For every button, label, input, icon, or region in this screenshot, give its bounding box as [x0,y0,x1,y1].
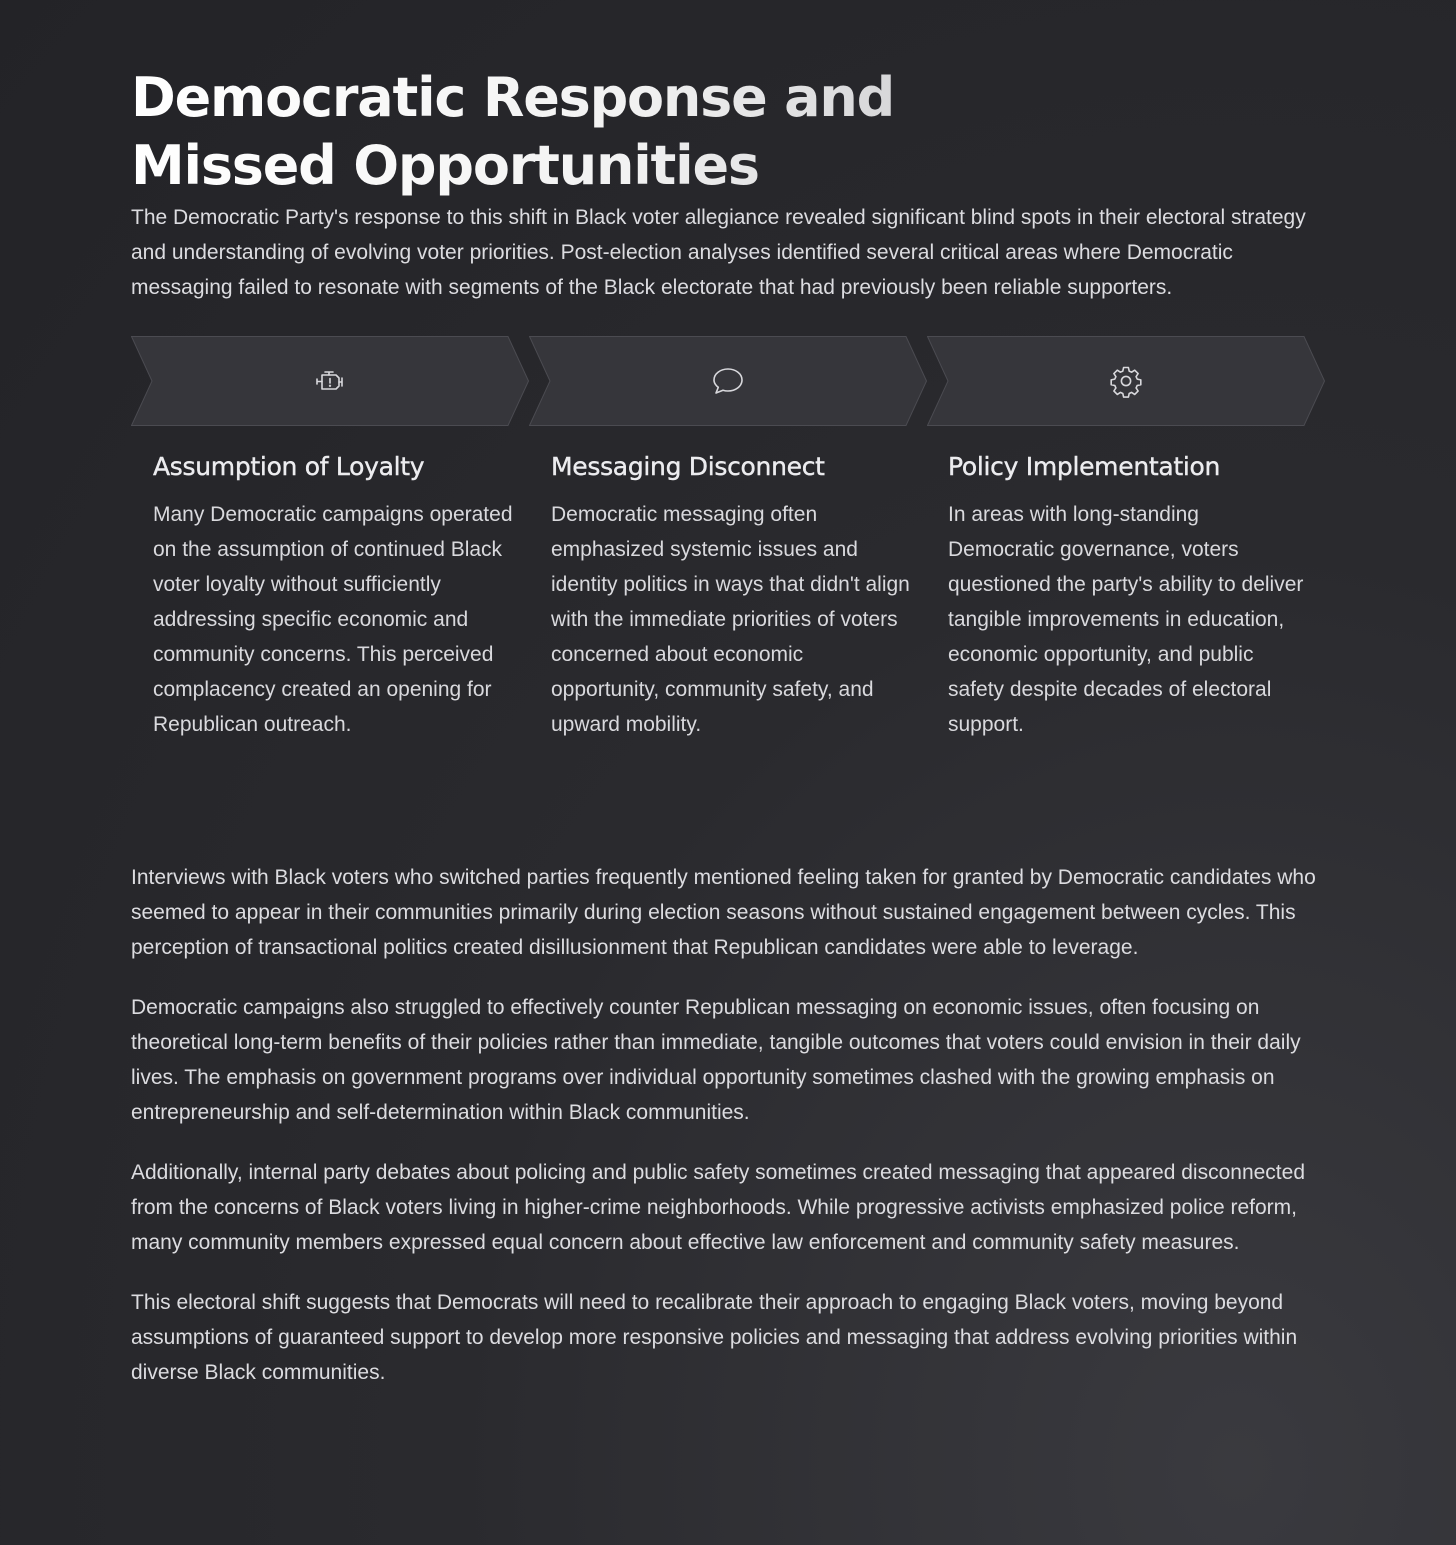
paragraph: This electoral shift suggests that Democrats will need to recalibrate their approach to engaging Black voters, moving beyond assumptions of guaranteed support to develop more responsive policies and messaging that address evolving priorities within diverse Black communities. [131,1291,1298,1384]
speech-bubble-icon [711,364,745,398]
gear-icon [1109,364,1143,398]
step-column-1 [153,450,513,742]
paragraph: Interviews with Black voters who switched parties frequently mentioned feeling taken for granted by Democratic candidates who seemed to appear in their communities primarily during election seasons without sustained engagement between cycles. This perception of transactional politics created disillusionment that Republican candidates were able to leverage. [131,866,1316,959]
step-column-3 [948,450,1308,742]
page-title: Democratic Response and Missed Opportunities [131,64,1031,200]
step-text: Democratic messaging often emphasized systemic issues and identity politics in ways that didn't align with the immediate priorities of voters concerned about economic opportunity, community safety, and upward mobility. [551,503,910,736]
step-descriptions [131,450,1327,830]
chevron-step-1 [131,336,529,426]
engine-warning-icon [313,364,347,398]
page [131,64,1327,1415]
step-column-2 [551,450,911,742]
intro-paragraph: The Democratic Party's response to this shift in Black voter allegiance revealed significant blind spots in their electoral strategy and understanding of evolving voter priorities. Post-election analyses identified several critical areas where Democratic messaging failed to resonate with segments of the Black electorate that had previously been reliable supporters. [131,206,1306,299]
step-heading: Assumption of Loyalty [153,452,425,481]
paragraph: Democratic campaigns also struggled to effectively counter Republican messaging on economic issues, often focusing on theoretical long-term benefits of their policies rather than immediate, tangible outcomes that voters could envision in their daily lives. The emphasis on government programs over individual opportunity sometimes clashed with the growing emphasis on entrepreneurship and self-determination within Black communities. [131,996,1301,1124]
step-heading: Messaging Disconnect [551,452,825,481]
step-text: In areas with long-standing Democratic governance, voters questioned the party's ability to deliver tangible improvements in education, economic opportunity, and public safety despite decades of electoral support. [948,503,1304,736]
chevron-step-3 [927,336,1325,426]
paragraph: Additionally, internal party debates about policing and public safety sometimes created messaging that appeared disconnected from the concerns of Black voters living in higher-crime neighborhoods. While progressive activists emphasized police reform, many community members expressed equal concern about effective law enforcement and community safety measures. [131,1161,1306,1254]
chevron-step-2 [529,336,927,426]
process-chevrons [131,336,1327,426]
step-heading: Policy Implementation [948,452,1221,481]
body-text [131,860,1327,1390]
step-text: Many Democratic campaigns operated on the assumption of continued Black voter loyalty without sufficiently addressing specific economic and community concerns. This perceived complacency created an opening for Republican outreach. [153,503,513,736]
